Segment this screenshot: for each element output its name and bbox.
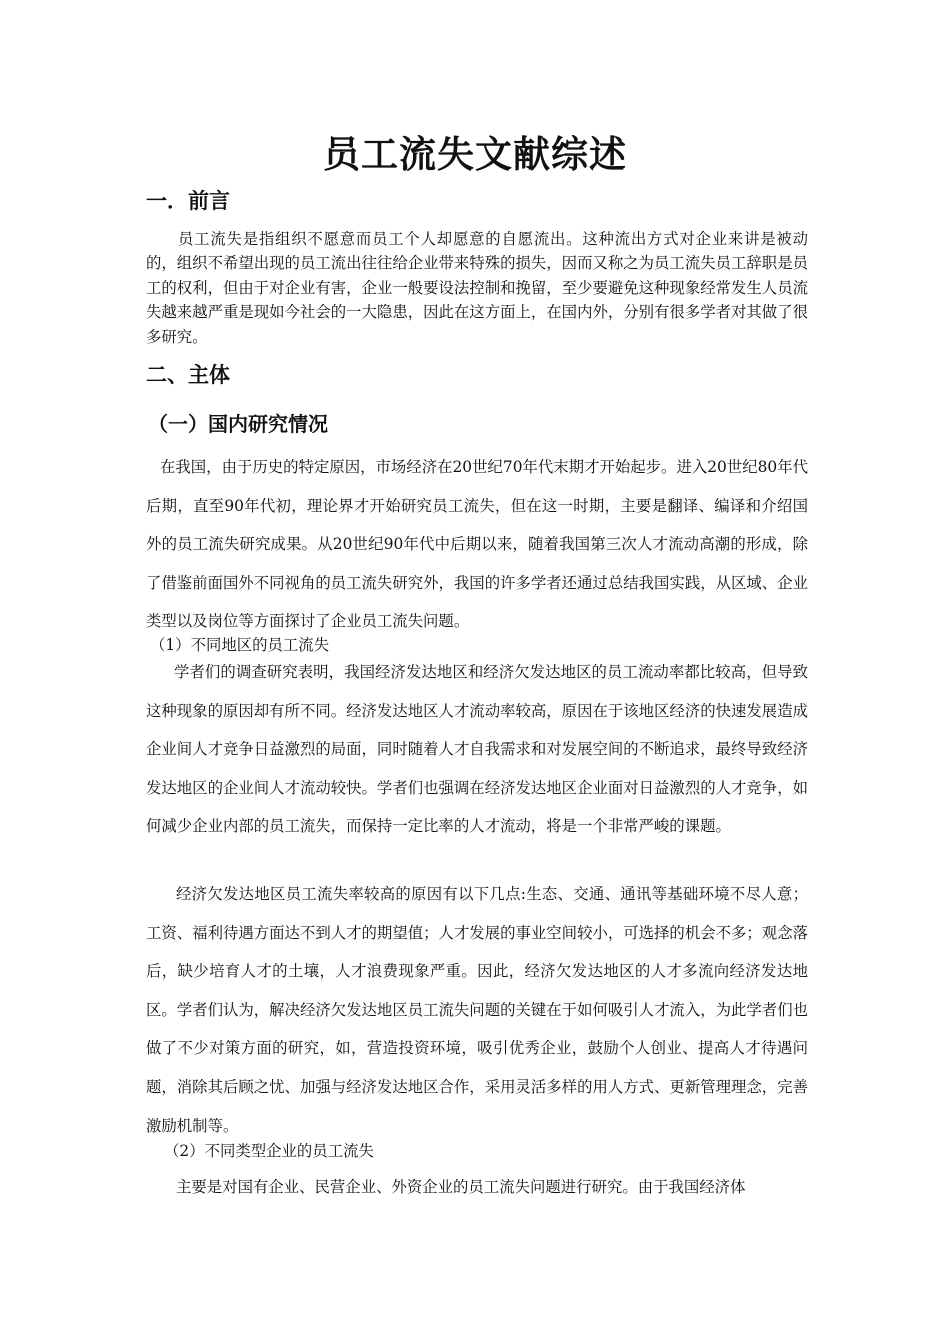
- subheading-region: （1）不同地区的员工流失: [150, 636, 330, 654]
- region-paragraph-2: 经济欠发达地区员工流失率较高的原因有以下几点:生态、交通、通讯等基础环境不尽人意；工资、福利待遇方面达不到人才的期望值；人才发展的事业空间较小，可选择的机会不多；观念落后，缺少培育人才的土壤，人才浪费现象严重。因此，经济欠发达地区的人才多流向经济发达地区。学者们认为，解决经济欠发达地区员工流失问题的关键在于如何吸引人才流入，为此学者们也做了不少对策方面的研究，如，营造投资环境，吸引优秀企业，鼓励个人创业、提高人才待遇问题，消除其后顾之忧、加强与经济发达地区合作，采用灵活多样的用人方式、更新管理理念，完善激励机制等。: [146, 885, 808, 1135]
- company-type-paragraph: 主要是对国有企业、民营企业、外资企业的员工流失问题进行研究。由于我国经济体: [176, 1178, 746, 1196]
- region-paragraph-1: 学者们的调查研究表明，我国经济发达地区和经济欠发达地区的员工流动率都比较高，但导致这种现象的原因却有所不同。经济发达地区人才流动率较高，原因在于该地区经济的快速发展造成企业间人才竞争日益激烈的局面，同时随着人才自我需求和对发展空间的不断追求，最终导致经济发达地区的企业间人才流动较快。学者们也强调在经济发达地区企业面对日益激烈的人才竞争，如何减少企业内部的员工流失，而保持一定比率的人才流动，将是一个非常严峻的课题。: [146, 663, 808, 836]
- document-title: 员工流失文献综述: [323, 132, 627, 176]
- intro-paragraph: 员工流失是指组织不愿意而员工个人却愿意的自愿流出。这种流出方式对企业来讲是被动的，组织不希望出现的员工流出往往给企业带来特殊的损失，因而又称之为员工流失员工辞职是员工的权利，但由于对企业有害，企业一般要设法控制和挽留，至少要避免这种现象经常发生人员流失越来越严重是现如今社会的一大隐患，因此在这方面上，在国内外，分别有很多学者对其做了很多研究。: [146, 230, 808, 346]
- subsection-heading-domestic: （一）国内研究情况: [148, 412, 328, 436]
- subheading-company-type: （2）不同类型企业的员工流失: [164, 1142, 374, 1160]
- section-heading-intro: 一．前言: [146, 188, 230, 213]
- section-heading-main: 二、主体: [146, 362, 230, 387]
- domestic-paragraph: 在我国，由于历史的特定原因，市场经济在20世纪70年代末期才开始起步。进入20世纪80年代后期，直至90年代初，理论界才开始研究员工流失，但在这一时期，主要是翻译、编译和介绍国外的员工流失研究成果。从20世纪90年代中后期以来，随着我国第三次人才流动高潮的形成，除了借鉴前面国外不同视角的员工流失研究外，我国的许多学者还通过总结我国实践，从区域、企业类型以及岗位等方面探讨了企业员工流失问题。: [146, 458, 808, 631]
